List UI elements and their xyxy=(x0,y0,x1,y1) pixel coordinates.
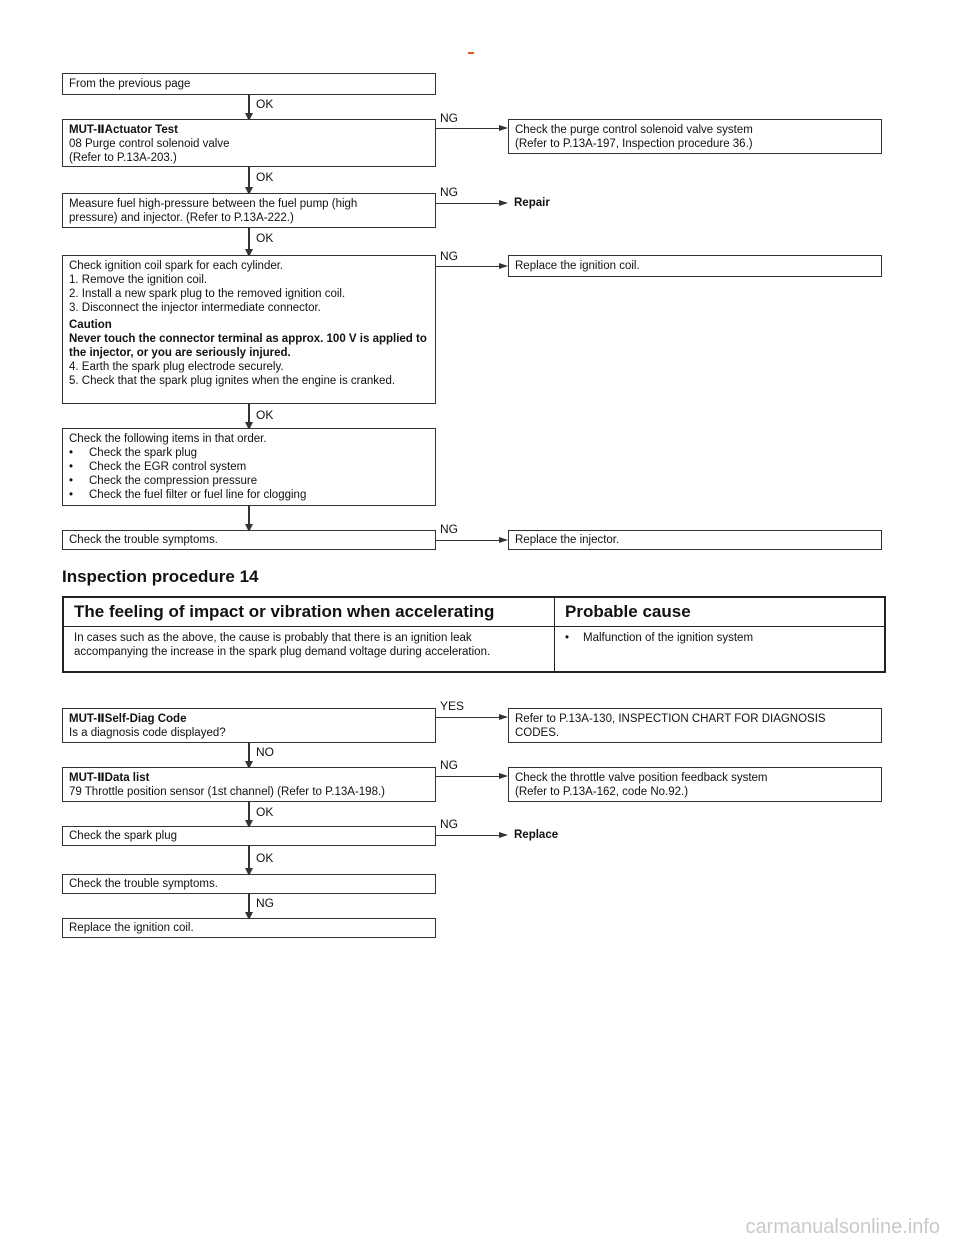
data-list-box xyxy=(62,767,436,802)
down-arrow xyxy=(248,506,250,530)
throttle-line1: Check the throttle valve position feedback system xyxy=(515,772,768,784)
ng-label: NG xyxy=(256,896,274,910)
down-arrow xyxy=(248,743,250,767)
items-intro: Check the following items in that order. xyxy=(69,433,267,445)
spark-step2: 2. Install a new spark plug to the removed ignition coil. xyxy=(69,288,346,300)
ng-label: NG xyxy=(440,522,458,536)
replace-coil-box-2 xyxy=(62,918,436,938)
right-arrow xyxy=(436,266,506,267)
watermark: carmanualsonline.info xyxy=(745,1216,940,1238)
replace-injector-box xyxy=(508,530,882,550)
caution-text: Never touch the connector terminal as approx. 100 V is applied to the injector, or you are seriously injured. xyxy=(69,333,427,359)
cause-cell xyxy=(555,627,886,673)
symptom-description: In cases such as the above, the cause is probably that there is an ignition leak accompanying the increase in the spark plug demand voltage during acceleration. xyxy=(63,627,555,673)
right-arrow xyxy=(436,835,506,836)
spark-step1: 1. Remove the ignition coil. xyxy=(69,274,208,286)
mut-actuator-line2: (Refer to P.13A-203.) xyxy=(69,152,177,164)
ok-label: OK xyxy=(256,805,274,819)
right-arrow xyxy=(436,540,506,541)
bullet-icon: • xyxy=(69,489,74,501)
symptom-cause-table xyxy=(62,596,886,673)
refer-chart-box xyxy=(508,708,882,743)
down-arrow xyxy=(248,802,250,826)
no-label: NO xyxy=(256,745,274,759)
self-diag-question: Is a diagnosis code displayed? xyxy=(69,727,226,739)
from-previous-page-box xyxy=(62,73,436,95)
yes-label: YES xyxy=(440,699,465,713)
mut-actuator-title: MUT-ⅡActuator Test xyxy=(69,124,178,136)
ng-label: NG xyxy=(440,111,458,125)
down-arrow xyxy=(248,404,250,428)
refer-chart-line2: CODES. xyxy=(515,727,560,739)
check-item: • Check the compression pressure xyxy=(69,475,258,487)
check-item: • Check the fuel filter or fuel line for clogging xyxy=(69,489,307,501)
purge-check-box xyxy=(508,119,882,154)
bullet-icon: • xyxy=(69,447,74,459)
section-heading: Inspection procedure 14 xyxy=(62,567,259,586)
self-diag-title: MUT-ⅡSelf-Diag Code xyxy=(69,713,187,725)
replace-injector-text: Replace the injector. xyxy=(515,534,620,546)
ok-label: OK xyxy=(256,97,274,111)
ok-label: OK xyxy=(256,408,274,422)
ng-label: NG xyxy=(440,758,458,772)
right-arrow xyxy=(436,717,506,718)
fuel-line1: Measure fuel high-pressure between the fuel pump (high xyxy=(69,198,358,210)
bullet-icon: • xyxy=(565,632,570,644)
refer-chart-line1: Refer to P.13A-130, INSPECTION CHART FOR DIAGNOSIS xyxy=(515,713,826,725)
throttle-line2: (Refer to P.13A-162, code No.92.) xyxy=(515,786,689,798)
page-mark xyxy=(468,52,474,54)
mut-actuator-line1: 08 Purge control solenoid valve xyxy=(69,138,230,150)
replace-label: Replace xyxy=(514,829,559,841)
down-arrow xyxy=(248,228,250,255)
trouble-text-2: Check the trouble symptoms. xyxy=(69,878,218,890)
trouble-symptoms-box xyxy=(62,530,436,550)
check-item: • Check the spark plug xyxy=(69,447,198,459)
check-items-box xyxy=(62,428,436,506)
down-arrow xyxy=(248,846,250,874)
trouble-symptoms-box-2 xyxy=(62,874,436,894)
data-list-title: MUT-ⅡData list xyxy=(69,772,150,784)
purge-check-line2: (Refer to P.13A-197, Inspection procedure 36.) xyxy=(515,138,753,150)
right-arrow xyxy=(436,776,506,777)
self-diag-box xyxy=(62,708,436,743)
mut-actuator-test-box xyxy=(62,119,436,167)
right-arrow xyxy=(436,203,506,204)
replace-coil-text: Replace the ignition coil. xyxy=(515,260,640,272)
trouble-text: Check the trouble symptoms. xyxy=(69,534,218,546)
spark-plug-text: Check the spark plug xyxy=(69,830,178,842)
repair-label: Repair xyxy=(514,197,550,209)
fuel-line2: pressure) and injector. (Refer to P.13A-222.) xyxy=(69,212,294,224)
ignition-spark-check-box xyxy=(62,255,436,404)
spark-step3: 3. Disconnect the injector intermediate connector. xyxy=(69,302,321,314)
ng-label: NG xyxy=(440,817,458,831)
check-item: • Check the EGR control system xyxy=(69,461,247,473)
data-list-line: 79 Throttle position sensor (1st channel) (Refer to P.13A-198.) xyxy=(69,786,385,798)
down-arrow xyxy=(248,95,250,119)
from-previous-page-text: From the previous page xyxy=(69,78,191,90)
bullet-icon: • xyxy=(69,461,74,473)
cause-text: Malfunction of the ignition system xyxy=(583,632,754,644)
caution-title: Caution xyxy=(69,319,112,331)
fuel-pressure-box xyxy=(62,193,436,228)
throttle-check-box xyxy=(508,767,882,802)
replace-coil-text-2: Replace the ignition coil. xyxy=(69,922,194,934)
spark-intro: Check ignition coil spark for each cylinder. xyxy=(69,260,284,272)
spark-plug-box xyxy=(62,826,436,846)
purge-check-line1: Check the purge control solenoid valve system xyxy=(515,124,753,136)
down-arrow xyxy=(248,167,250,193)
bullet-icon: • xyxy=(69,475,74,487)
spark-step4: 4. Earth the spark plug electrode securely. xyxy=(69,361,284,373)
ok-label: OK xyxy=(256,170,274,184)
cause-header: Probable cause xyxy=(555,597,886,627)
ng-label: NG xyxy=(440,185,458,199)
spark-step5: 5. Check that the spark plug ignites when the engine is cranked. xyxy=(69,375,396,387)
ok-label: OK xyxy=(256,231,274,245)
right-arrow xyxy=(436,128,506,129)
ng-label: NG xyxy=(440,249,458,263)
symptom-header: The feeling of impact or vibration when accelerating xyxy=(63,597,555,627)
down-arrow xyxy=(248,894,250,918)
ok-label: OK xyxy=(256,851,274,865)
replace-ignition-coil-box xyxy=(508,255,882,277)
